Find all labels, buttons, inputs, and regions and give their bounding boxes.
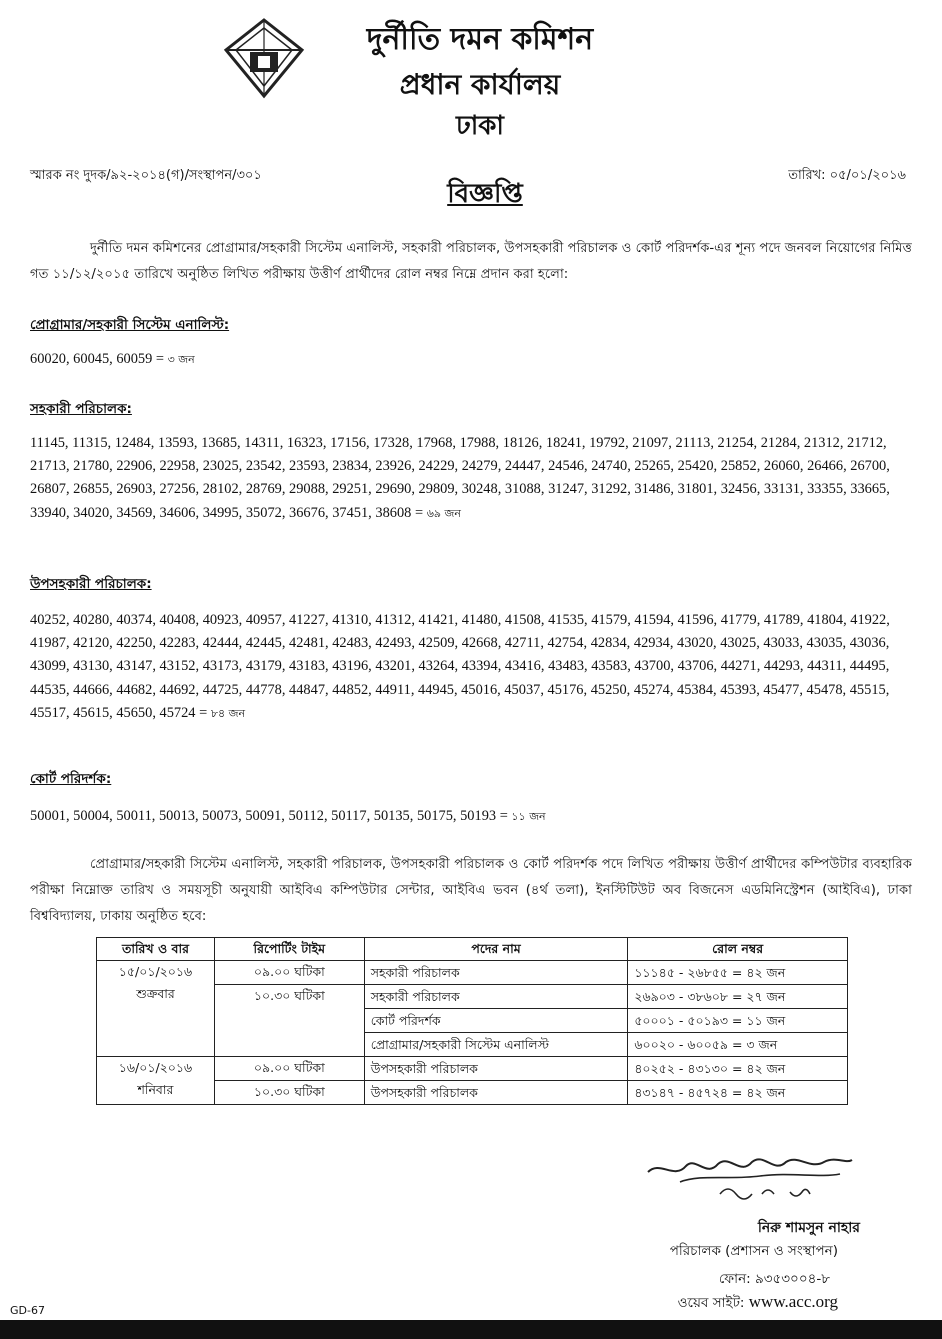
- header-post: পদের নাম: [364, 938, 628, 961]
- signatory-title: পরিচালক (প্রশাসন ও সংস্থাপন): [669, 1243, 838, 1259]
- day2-date: ১৬/০১/২০১৬: [118, 1060, 193, 1075]
- dad-rolls: [30, 609, 920, 725]
- roll-range: ৬০০২০ - ৬০০৫৯ = ৩ জন: [628, 1033, 848, 1057]
- notice-title: বিজ্ঞপ্তি: [447, 179, 523, 209]
- signatory-name: নিরু শামসুন নাহার: [757, 1220, 860, 1236]
- org-title: দুর্নীতি দমন কমিশন: [366, 22, 594, 57]
- roll-range: ৪৩১৪৭ - ৪৫৭২৪ = ৪২ জন: [628, 1081, 848, 1105]
- roll-range: ১১১৪৫ - ২৬৮৫৫ = ৪২ জন: [628, 961, 848, 985]
- schedule-header-row: [97, 938, 848, 961]
- post-name: সহকারী পরিচালক: [364, 961, 628, 985]
- org-city: ঢাকা: [456, 111, 504, 141]
- dad-count: ৮৪ জন: [210, 706, 246, 720]
- header-roll: রোল নম্বর: [628, 938, 848, 961]
- signatory-phone: ফোন: ৯৩৫৩০০৪-৮: [718, 1271, 830, 1287]
- court-rolls: [30, 805, 920, 828]
- roll-range: ৫০০০১ - ৫০১৯৩ = ১১ জন: [628, 1009, 848, 1033]
- ad-roll-list: 11145, 11315, 12484, 13593, 13685, 14311, 16323, 17156, 17328, 17968, 17988, 18126, 18241, 19792, 21097, 21113, 21254, 21284, 21312, 21712, 21713, 21780, 22906, 22958, 23025, 23542, 23593, 23834, 23926, 24229, 24279, 24447, 24546, 24740, 25265, 25420, 25852, 26060, 26466, 26700, 26807, 26855, 26903, 27256, 28102, 28769, 29088, 29251, 29690, 29809, 30248, 31088, 31247, 31292, 31486, 31801, 32456, 33131, 33355, 33665, 33940, 34020, 34569, 34606, 34995, 35072, 36676, 37451, 38608 =: [30, 435, 890, 521]
- dad-heading: উপসহকারী পরিচালক:: [30, 576, 152, 592]
- post-name: সহকারী পরিচালক: [364, 985, 628, 1009]
- intro-paragraph: দুর্নীতি দমন কমিশনের প্রোগ্রামার/সহকারী সিস্টেম এনালিস্ট, সহকারী পরিচালক, উপসহকারী পরিচালক ও কোর্ট পরিদর্শক-এর শূন্য পদে জনবল নিয়োগের নিমিত্ত গত ১১/১২/২০১৫ তারিখে অনুষ্ঠিত লিখিত পরীক্ষায় উত্তীর্ণ প্রার্থীদের রোল নম্বর নিম্নে প্রদান করা হলো:: [30, 241, 912, 282]
- table-row: [97, 1057, 848, 1081]
- acc-emblem-logo: [222, 16, 306, 100]
- notice-date: তারিখ: ০৫/০১/২০১৬: [788, 168, 906, 183]
- post-name: উপসহকারী পরিচালক: [364, 1057, 628, 1081]
- schedule-table: [96, 937, 848, 1105]
- ad-heading: সহকারী পরিচালক:: [30, 401, 132, 417]
- website-link[interactable]: www.acc.org: [748, 1292, 838, 1311]
- court-roll-list: 50001, 50004, 50011, 50013, 50073, 50091, 50112, 50117, 50135, 50175, 50193 =: [30, 808, 508, 824]
- court-heading: কোর্ট পরিদর্শক:: [30, 771, 112, 787]
- roll-range: ২৬৯০৩ - ৩৮৬০৮ = ২৭ জন: [628, 985, 848, 1009]
- reporting-time: ০৯.০০ ঘটিকা: [214, 961, 364, 985]
- post-name: উপসহকারী পরিচালক: [364, 1081, 628, 1105]
- programmer-rolls: [30, 348, 920, 371]
- day2-weekday: শনিবার: [137, 1082, 174, 1097]
- handwritten-signature: [640, 1150, 860, 1210]
- day1-date-cell: [97, 961, 215, 1057]
- court-count: ১১ জন: [511, 810, 546, 823]
- day1-weekday: শুক্রবার: [136, 986, 175, 1001]
- website-label: ওয়েব সাইট:: [677, 1295, 745, 1311]
- ad-count: ৬৯ জন: [426, 506, 461, 520]
- footer-code: GD-67: [10, 1304, 45, 1317]
- day1-date: ১৫/০১/২০১৬: [118, 964, 193, 979]
- post-name: কোর্ট পরিদর্শক: [364, 1009, 628, 1033]
- day2-date-cell: [97, 1057, 215, 1105]
- dad-roll-list: 40252, 40280, 40374, 40408, 40923, 40957, 41227, 41310, 41312, 41421, 41480, 41508, 41535, 41579, 41594, 41596, 41779, 41789, 41804, 41922, 41987, 42120, 42250, 42283, 42444, 42445, 42481, 42483, 42493, 42509, 42668, 42711, 42754, 42834, 42934, 43020, 43025, 43033, 43035, 43036, 43099, 43130, 43147, 43152, 43173, 43179, 43183, 43196, 43201, 43264, 43394, 43416, 43483, 43583, 43700, 43706, 44271, 44293, 44311, 44495, 44535, 44666, 44682, 44692, 44725, 44778, 44847, 44852, 44911, 44945, 45016, 45037, 45176, 45250, 45274, 45384, 45393, 45477, 45478, 45515, 45517, 45615, 45650, 45724 =: [30, 612, 890, 721]
- org-office: প্রধান কার্যালয়: [399, 68, 561, 101]
- ad-rolls: [30, 432, 920, 525]
- practical-exam-paragraph: প্রোগ্রামার/সহকারী সিস্টেম এনালিস্ট, সহকারী পরিচালক, উপসহকারী পরিচালক ও কোর্ট পরিদর্শক পদে লিখিত পরীক্ষায় উত্তীর্ণ প্রার্থীদের কম্পিউটার ব্যবহারিক পরীক্ষা নিম্নোক্ত তারিখ ও সময়সূচী অনুযায়ী আইবিএ কম্পিউটার সেন্টার, আইবিএ ভবন (৪র্থ তলা), ইনস্টিটিউট অব বিজনেস এডমিনিস্ট্রেশন (আইবিএ), ঢাকা বিশ্ববিদ্যালয়, ঢাকায় অনুষ্ঠিত হবে:: [30, 857, 912, 924]
- table-row: [97, 961, 848, 985]
- memo-number: স্মারক নং দুদক/৯২-২০১৪(গ)/সংস্থাপন/৩০১: [30, 168, 262, 183]
- programmer-roll-list: 60020, 60045, 60059 =: [30, 351, 165, 367]
- programmer-count: ৩ জন: [167, 353, 195, 366]
- header-reporting-time: রিপোর্টিং টাইম: [214, 938, 364, 961]
- reporting-time: ১০.৩০ ঘটিকা: [214, 1081, 364, 1105]
- reporting-time: ১০.৩০ ঘটিকা: [214, 985, 364, 1057]
- scan-edge-bar: [0, 1320, 942, 1339]
- header-date: তারিখ ও বার: [97, 938, 215, 961]
- post-name: প্রোগ্রামার/সহকারী সিস্টেম এনালিস্ট: [364, 1033, 628, 1057]
- reporting-time: ০৯.০০ ঘটিকা: [214, 1057, 364, 1081]
- roll-range: ৪০২৫২ - ৪৩১৩০ = ৪২ জন: [628, 1057, 848, 1081]
- signatory-website: [560, 1292, 838, 1315]
- programmer-heading: প্রোগ্রামার/সহকারী সিস্টেম এনালিস্ট:: [30, 317, 230, 333]
